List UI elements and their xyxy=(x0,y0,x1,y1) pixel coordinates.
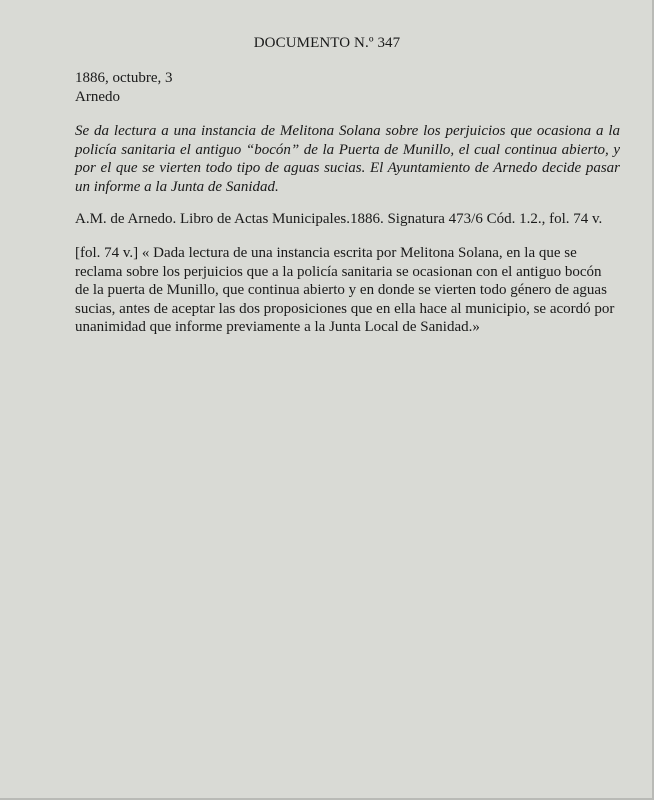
document-date: 1886, octubre, 3 xyxy=(75,70,173,86)
document-place: Arnedo xyxy=(75,88,120,105)
document-summary: Se da lectura a una instancia de Melitona Solana sobre los perjuicios que ocasiona a la policía sanitaria el antiguo “bocón” de la Puerta de Munillo, el cual continua abierto, y por el que se vierten todo tipo de aguas sucias. El Ayuntamiento de Arnedo decide pasar un informe a la Junta de Sanidad. xyxy=(75,123,620,195)
document-title: DOCUMENTO N.º 347 xyxy=(253,35,401,51)
date-place-block xyxy=(75,69,620,106)
archive-reference: A.M. de Arnedo. Libro de Actas Municipales.1886. Signatura 473/6 Cód. 1.2., fol. 74 v. xyxy=(75,211,603,227)
document-transcription: [fol. 74 v.] « Dada lectura de una instancia escrita por Melitona Solana, en la que se reclama sobre los perjuicios que a la policía sanitaria se ocasionan con el antiguo bocón de la puerta de Munillo, que continua abierto y en donde se vierten todo género de aguas sucias, antes de aceptar las dos proposiciones que en ella hace al municipio, se acordó por unanimidad que informe previamente a la Junta Local de Sanidad.» xyxy=(75,245,615,336)
